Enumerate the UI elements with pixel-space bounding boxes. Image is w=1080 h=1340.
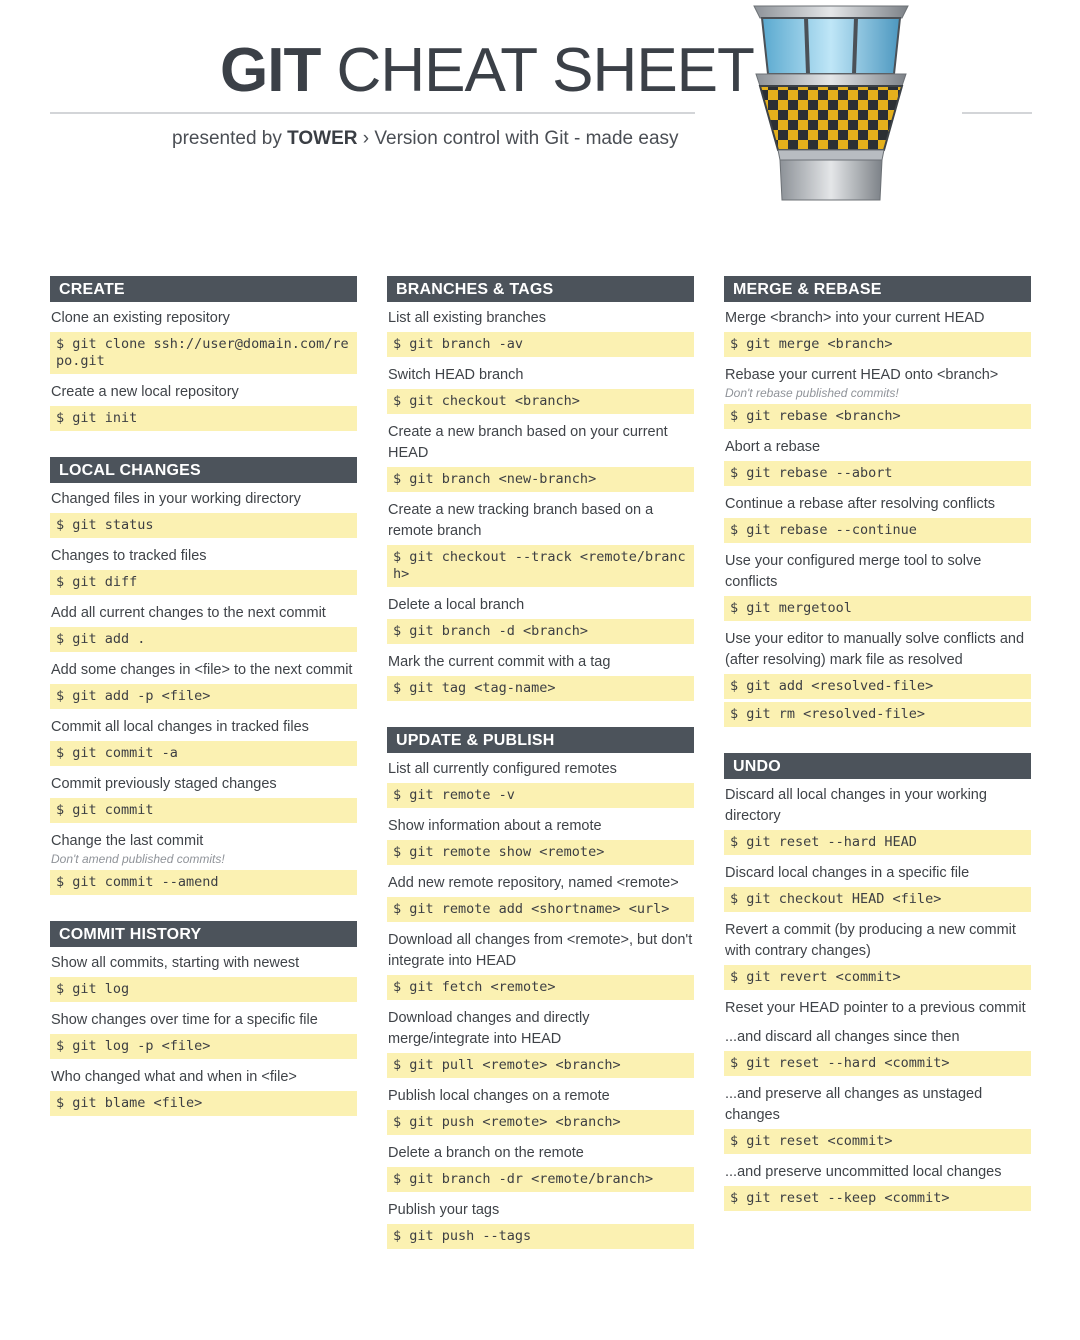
item-description: Changes to tracked files: [51, 548, 207, 564]
item-description: Discard all local changes in your working directory: [725, 787, 987, 824]
command-snippet[interactable]: $ git push <remote> <branch>: [387, 1110, 694, 1135]
item-description: Clone an existing repository: [51, 310, 230, 326]
cheat-item: [724, 365, 1031, 429]
command-snippet[interactable]: $ git checkout --track <remote/branch>: [387, 545, 694, 587]
cheat-item: [387, 1143, 694, 1192]
item-description: Rebase your current HEAD onto <branch>: [725, 367, 999, 383]
cheat-item: [50, 489, 357, 538]
cheat-item: [50, 831, 357, 895]
item-description: Show all commits, starting with newest: [51, 955, 300, 971]
command-snippet[interactable]: $ git log: [50, 977, 357, 1002]
item-description: Show information about a remote: [388, 818, 602, 834]
item-description: Add some changes in <file> to the next commit: [51, 662, 353, 678]
item-description: Create a new branch based on your current HEAD: [388, 424, 668, 461]
cheat-item: [50, 382, 357, 431]
command-snippet[interactable]: $ git mergetool: [724, 596, 1031, 621]
cheat-item: [50, 717, 357, 766]
section-merge-and-rebase: [724, 276, 1031, 727]
item-description: ...and preserve uncommitted local changes: [725, 1164, 1002, 1180]
section-heading: BRANCHES & TAGS: [387, 276, 694, 302]
item-warning: Don't rebase published commits!: [725, 386, 899, 400]
section-undo: [724, 753, 1031, 1211]
cheat-item: [724, 308, 1031, 357]
command-snippet[interactable]: $ git add .: [50, 627, 357, 652]
item-description: Publish your tags: [388, 1202, 500, 1218]
item-description: Mark the current commit with a tag: [388, 654, 611, 670]
command-snippet[interactable]: $ git merge <branch>: [724, 332, 1031, 357]
item-description: Continue a rebase after resolving conflicts: [725, 496, 996, 512]
section-heading: MERGE & REBASE: [724, 276, 1031, 302]
cheat-item: [724, 1162, 1031, 1211]
item-description: Revert a commit (by producing a new commit with contrary changes): [725, 922, 1016, 959]
header: [0, 0, 1080, 260]
item-description: Commit previously staged changes: [51, 776, 277, 792]
command-snippet[interactable]: $ git rebase --continue: [724, 518, 1031, 543]
command-snippet[interactable]: $ git checkout HEAD <file>: [724, 887, 1031, 912]
command-snippet[interactable]: $ git rebase --abort: [724, 461, 1031, 486]
cheat-item: [724, 551, 1031, 621]
item-description: Add all current changes to the next commit: [51, 605, 326, 621]
item-description: Discard local changes in a specific file: [725, 865, 970, 881]
section-create: [50, 276, 357, 431]
command-snippet[interactable]: $ git rebase <branch>: [724, 404, 1031, 429]
cheat-item: [50, 1010, 357, 1059]
cheat-item: [724, 494, 1031, 543]
command-snippet[interactable]: $ git remote show <remote>: [387, 840, 694, 865]
command-snippet[interactable]: $ git branch -d <branch>: [387, 619, 694, 644]
cheat-item: [387, 595, 694, 644]
section-update-and-publish: [387, 727, 694, 1249]
item-description: Changed files in your working directory: [51, 491, 301, 507]
column-2: [387, 276, 694, 1275]
command-snippet[interactable]: $ git branch <new-branch>: [387, 467, 694, 492]
subtitle-brand: TOWER: [287, 128, 358, 149]
cheat-item: [50, 660, 357, 709]
section-heading: UNDO: [724, 753, 1031, 779]
section-heading: UPDATE & PUBLISH: [387, 727, 694, 753]
item-description: Publish local changes on a remote: [388, 1088, 610, 1104]
title-divider: [50, 112, 695, 114]
command-snippet[interactable]: $ git push --tags: [387, 1224, 694, 1249]
command-snippet[interactable]: $ git rm <resolved-file>: [724, 702, 1031, 727]
item-description: Change the last commit: [51, 833, 204, 849]
section-heading: COMMIT HISTORY: [50, 921, 357, 947]
command-snippet[interactable]: $ git remote -v: [387, 783, 694, 808]
command-snippet[interactable]: $ git fetch <remote>: [387, 975, 694, 1000]
command-snippet[interactable]: $ git commit -a: [50, 741, 357, 766]
item-description: Who changed what and when in <file>: [51, 1069, 297, 1085]
item-description: Use your configured merge tool to solve conflicts: [725, 553, 982, 590]
item-description: Use your editor to manually solve conflicts and (after resolving) mark file as resolved: [725, 631, 1025, 668]
item-description: Delete a local branch: [388, 597, 525, 613]
cheat-item: [50, 953, 357, 1002]
section-branches-and-tags: [387, 276, 694, 701]
section-local-changes: [50, 457, 357, 895]
item-description: Switch HEAD branch: [388, 367, 524, 383]
cheat-item: [50, 1067, 357, 1116]
cheat-item: [724, 629, 1031, 727]
cheat-item: [50, 774, 357, 823]
cheat-item: [387, 652, 694, 701]
item-description: Create a new tracking branch based on a remote branch: [388, 502, 654, 539]
subtitle-prefix: presented by: [172, 128, 288, 149]
cheat-item: [387, 365, 694, 414]
cheat-item: [724, 1084, 1031, 1154]
command-snippet[interactable]: $ git reset --hard <commit>: [724, 1051, 1031, 1076]
command-snippet[interactable]: $ git tag <tag-name>: [387, 676, 694, 701]
command-snippet[interactable]: $ git pull <remote> <branch>: [387, 1053, 694, 1078]
cheat-item: [387, 930, 694, 1000]
section-commit-history: [50, 921, 357, 1116]
command-snippet[interactable]: $ git reset --hard HEAD: [724, 830, 1031, 855]
command-snippet[interactable]: $ git branch -av: [387, 332, 694, 357]
command-snippet[interactable]: $ git revert <commit>: [724, 965, 1031, 990]
command-snippet[interactable]: $ git init: [50, 406, 357, 431]
cheat-item: [387, 1086, 694, 1135]
command-snippet[interactable]: $ git log -p <file>: [50, 1034, 357, 1059]
cheat-item: [387, 873, 694, 922]
command-snippet[interactable]: $ git reset <commit>: [724, 1129, 1031, 1154]
item-description: Commit all local changes in tracked files: [51, 719, 309, 735]
section-heading: LOCAL CHANGES: [50, 457, 357, 483]
column-1: [50, 276, 357, 1142]
cheat-item: [724, 1027, 1031, 1076]
command-snippet[interactable]: $ git blame <file>: [50, 1091, 357, 1116]
cheat-item: [50, 546, 357, 595]
command-snippet[interactable]: $ git add <resolved-file>: [724, 674, 1031, 699]
cheat-item: [724, 998, 1031, 1019]
item-description: Create a new local repository: [51, 384, 239, 400]
item-description: Add new remote repository, named <remote>: [388, 875, 679, 891]
item-description: Reset your HEAD pointer to a previous commit: [725, 1000, 1026, 1016]
item-description: List all currently configured remotes: [388, 761, 617, 777]
subtitle-suffix: › Version control with Git - made easy: [357, 128, 679, 149]
cheat-item: [387, 816, 694, 865]
item-description: Abort a rebase: [725, 439, 821, 455]
cheat-item: [724, 863, 1031, 912]
cheat-item: [724, 437, 1031, 486]
item-description: ...and preserve all changes as unstaged changes: [725, 1086, 983, 1123]
cheat-item: [387, 500, 694, 587]
section-heading: CREATE: [50, 276, 357, 302]
title-rest: CHEAT SHEET: [320, 36, 754, 105]
item-description: Delete a branch on the remote: [388, 1145, 584, 1161]
item-description: List all existing branches: [388, 310, 546, 326]
tower-logo-icon: [748, 0, 914, 202]
item-description: ...and discard all changes since then: [725, 1029, 960, 1045]
command-snippet[interactable]: $ git commit: [50, 798, 357, 823]
subtitle: [172, 128, 679, 150]
command-snippet[interactable]: $ git clone ssh://user@domain.com/repo.git: [50, 332, 357, 374]
cheat-item: [387, 1200, 694, 1249]
command-snippet[interactable]: $ git checkout <branch>: [387, 389, 694, 414]
cheat-item: [387, 1008, 694, 1078]
title-bold: GIT: [220, 36, 321, 105]
cheat-item: [387, 422, 694, 492]
command-snippet[interactable]: $ git reset --keep <commit>: [724, 1186, 1031, 1211]
item-description: Download changes and directly merge/integrate into HEAD: [388, 1010, 590, 1047]
cheat-item: [387, 759, 694, 808]
item-warning: Don't amend published commits!: [51, 852, 225, 866]
cheat-item: [387, 308, 694, 357]
cheat-item: [50, 603, 357, 652]
command-snippet[interactable]: $ git branch -dr <remote/branch>: [387, 1167, 694, 1192]
command-snippet[interactable]: $ git add -p <file>: [50, 684, 357, 709]
cheat-item: [50, 308, 357, 374]
item-description: Show changes over time for a specific file: [51, 1012, 318, 1028]
command-snippet[interactable]: $ git remote add <shortname> <url>: [387, 897, 694, 922]
title-divider-right: [962, 112, 1032, 114]
column-3: [724, 276, 1031, 1237]
command-snippet[interactable]: $ git diff: [50, 570, 357, 595]
cheat-item: [724, 920, 1031, 990]
cheat-item: [724, 785, 1031, 855]
item-description: Download all changes from <remote>, but don't integrate into HEAD: [388, 932, 693, 969]
page-title: [220, 36, 754, 106]
item-description: Merge <branch> into your current HEAD: [725, 310, 985, 326]
command-snippet[interactable]: $ git commit --amend: [50, 870, 357, 895]
command-snippet[interactable]: $ git status: [50, 513, 357, 538]
